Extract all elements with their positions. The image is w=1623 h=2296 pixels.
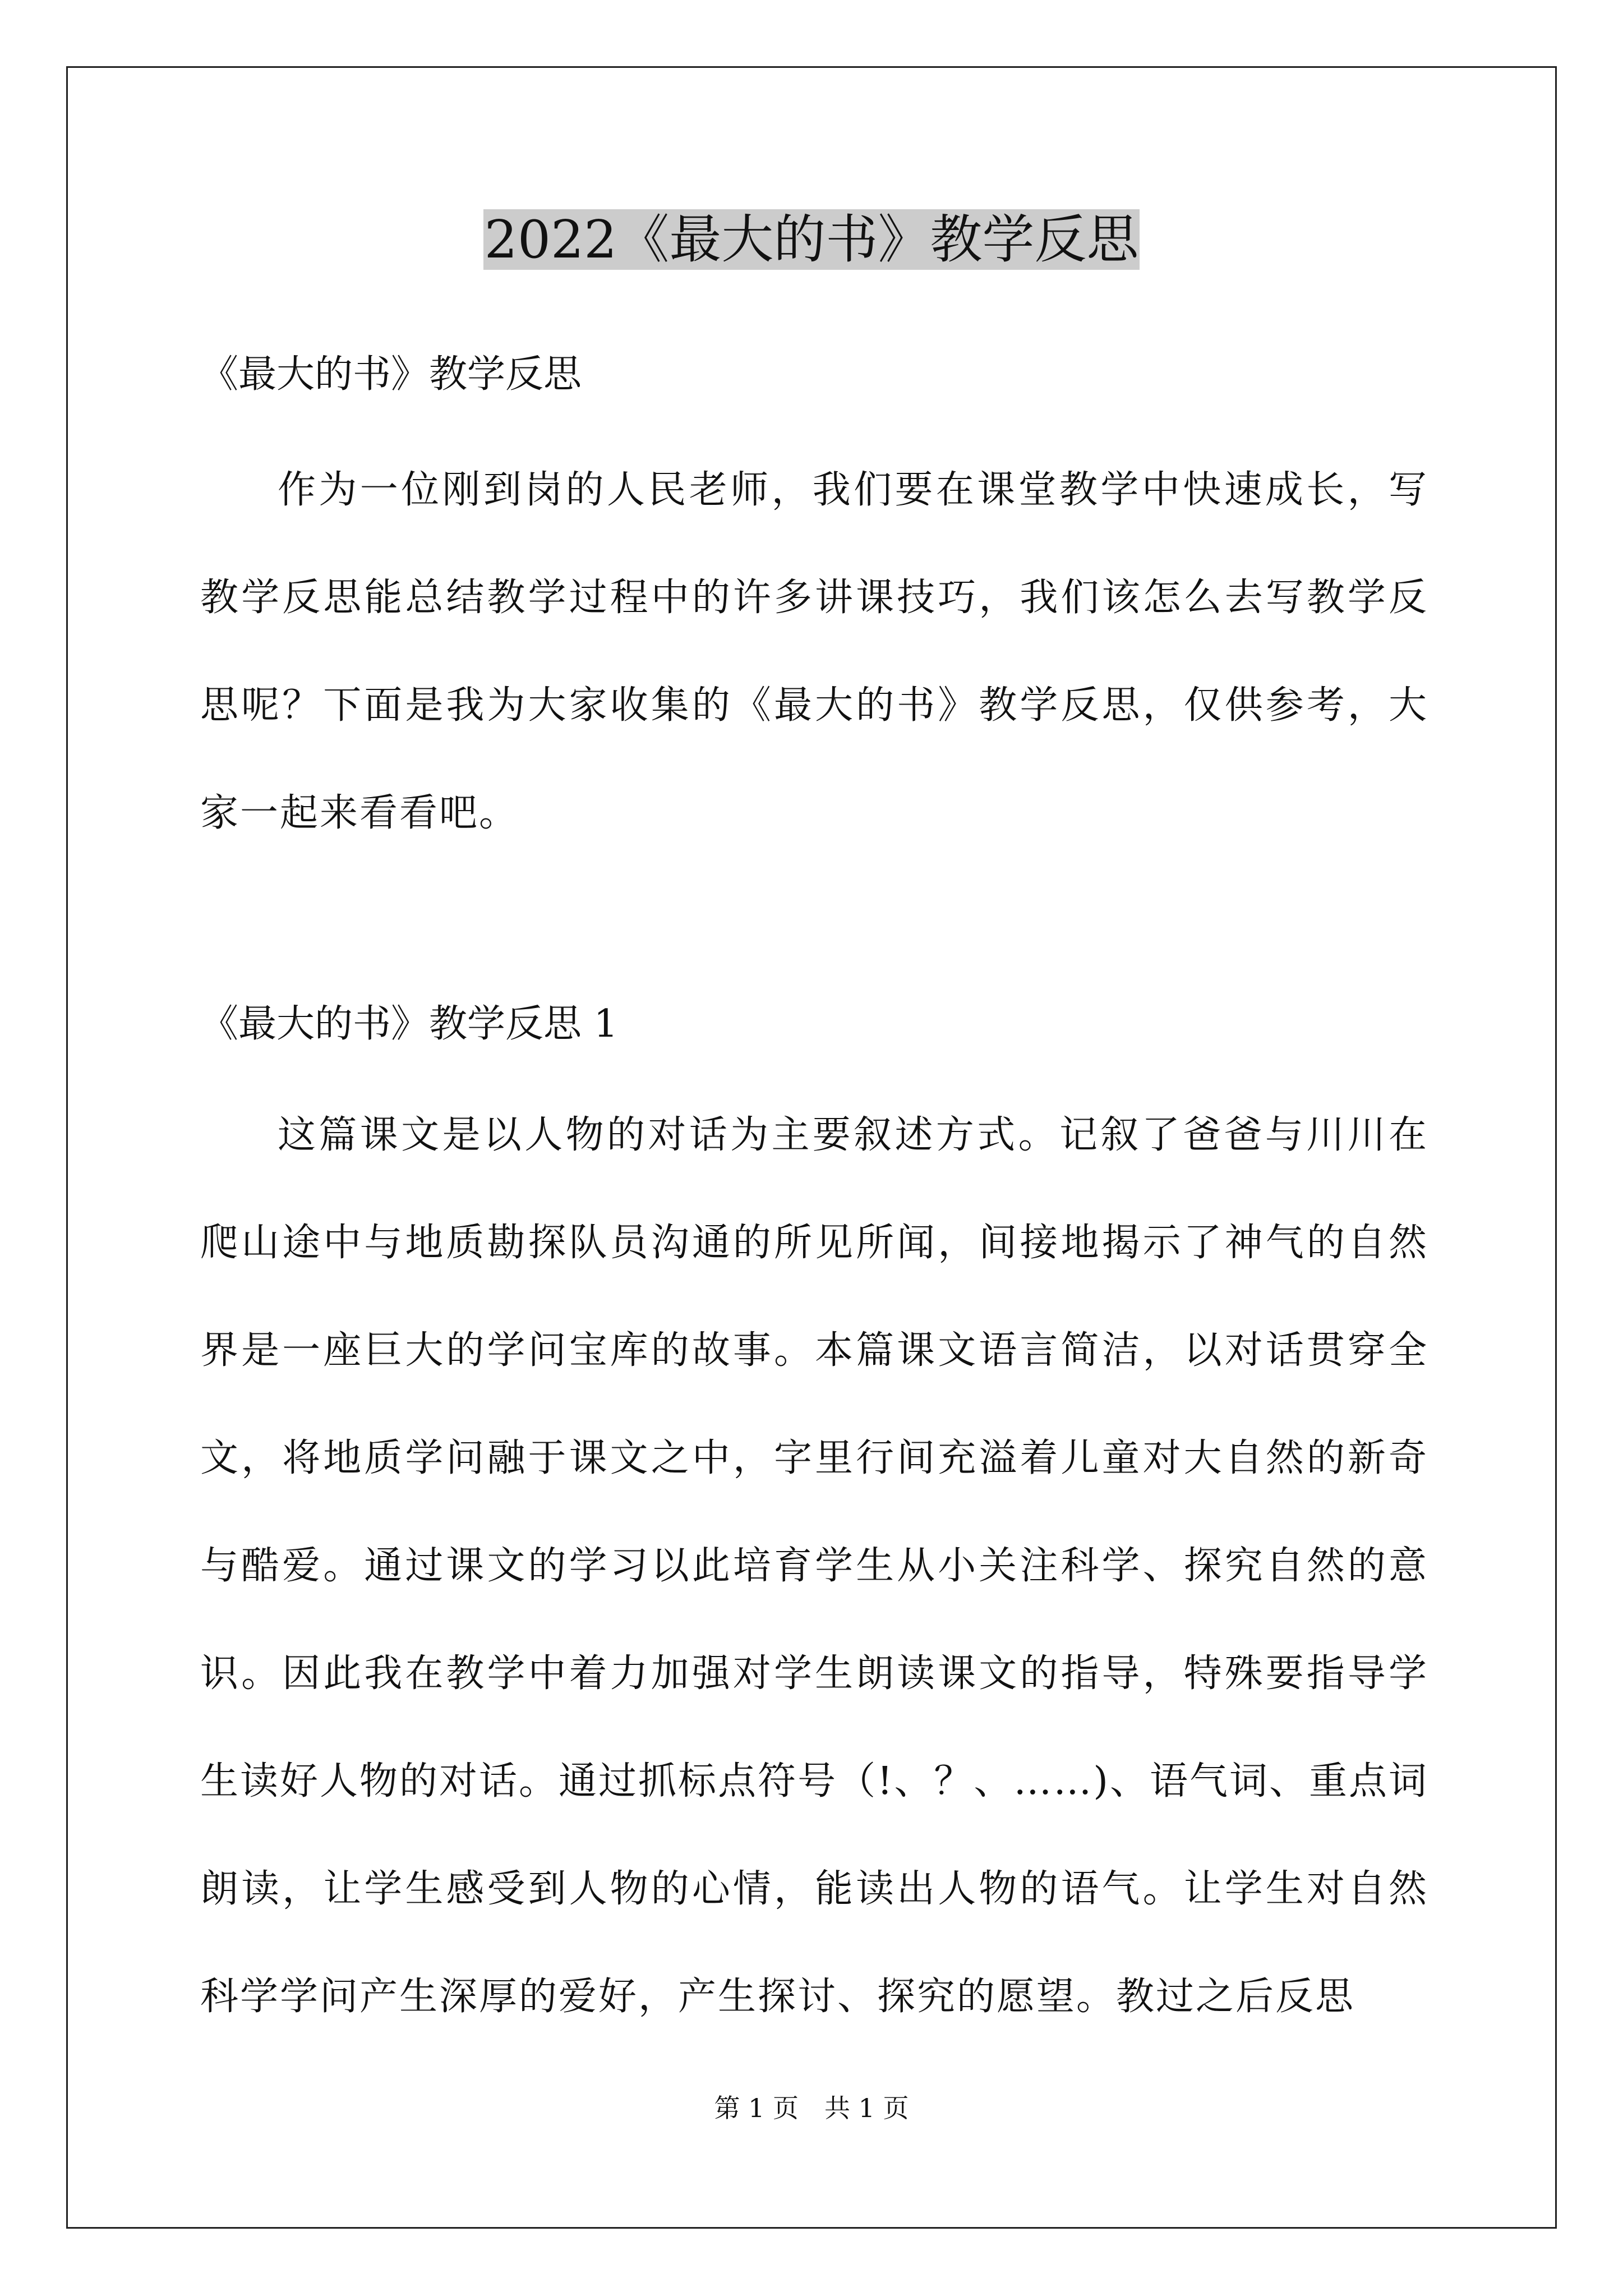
section-1-paragraph: 这篇课文是以人物的对话为主要叙述方式。记叙了爸爸与川川在爬山途中与地质勘探队员沟通的所见所闻，间接地揭示了神气的自然界是一座巨大的学问宝库的故事。本篇课文语言简洁，以对话贯穿全文，将地质学问融于课文之中，字里行间充溢着儿童对大自然的新奇与酷爱。通过课文的学习以此培育学生从小关注科学、探究自然的意识。因此我在教学中着力加强对学生朗读课文的指导，特殊要指导学生读好人物的对话。通过抓标点符号（!、？、……)、语气词、重点词朗读，让学生感受到人物的心情，能读出人物的语气。让学生对自然科学学问产生深厚的爱好，产生探讨、探究的愿望。教过之后反思	[200, 1113, 1428, 2019]
intro-heading: 《最大的书》教学反思	[200, 352, 582, 397]
section-1-heading: 《最大的书》教学反思 1	[200, 1002, 618, 1046]
document-title-text: 2022《最大的书》教学反思	[484, 209, 1139, 270]
document-title	[0, 203, 1623, 276]
intro-paragraph: 作为一位刚到岗的人民老师，我们要在课堂教学中快速成长，写教学反思能总结教学过程中的许多讲课技巧，我们该怎么去写教学反思呢？下面是我为大家收集的《最大的书》教学反思，仅供参考，大家一起来看看吧。	[200, 468, 1428, 835]
page-footer: 第 1 页 共 1 页	[714, 2093, 909, 2123]
